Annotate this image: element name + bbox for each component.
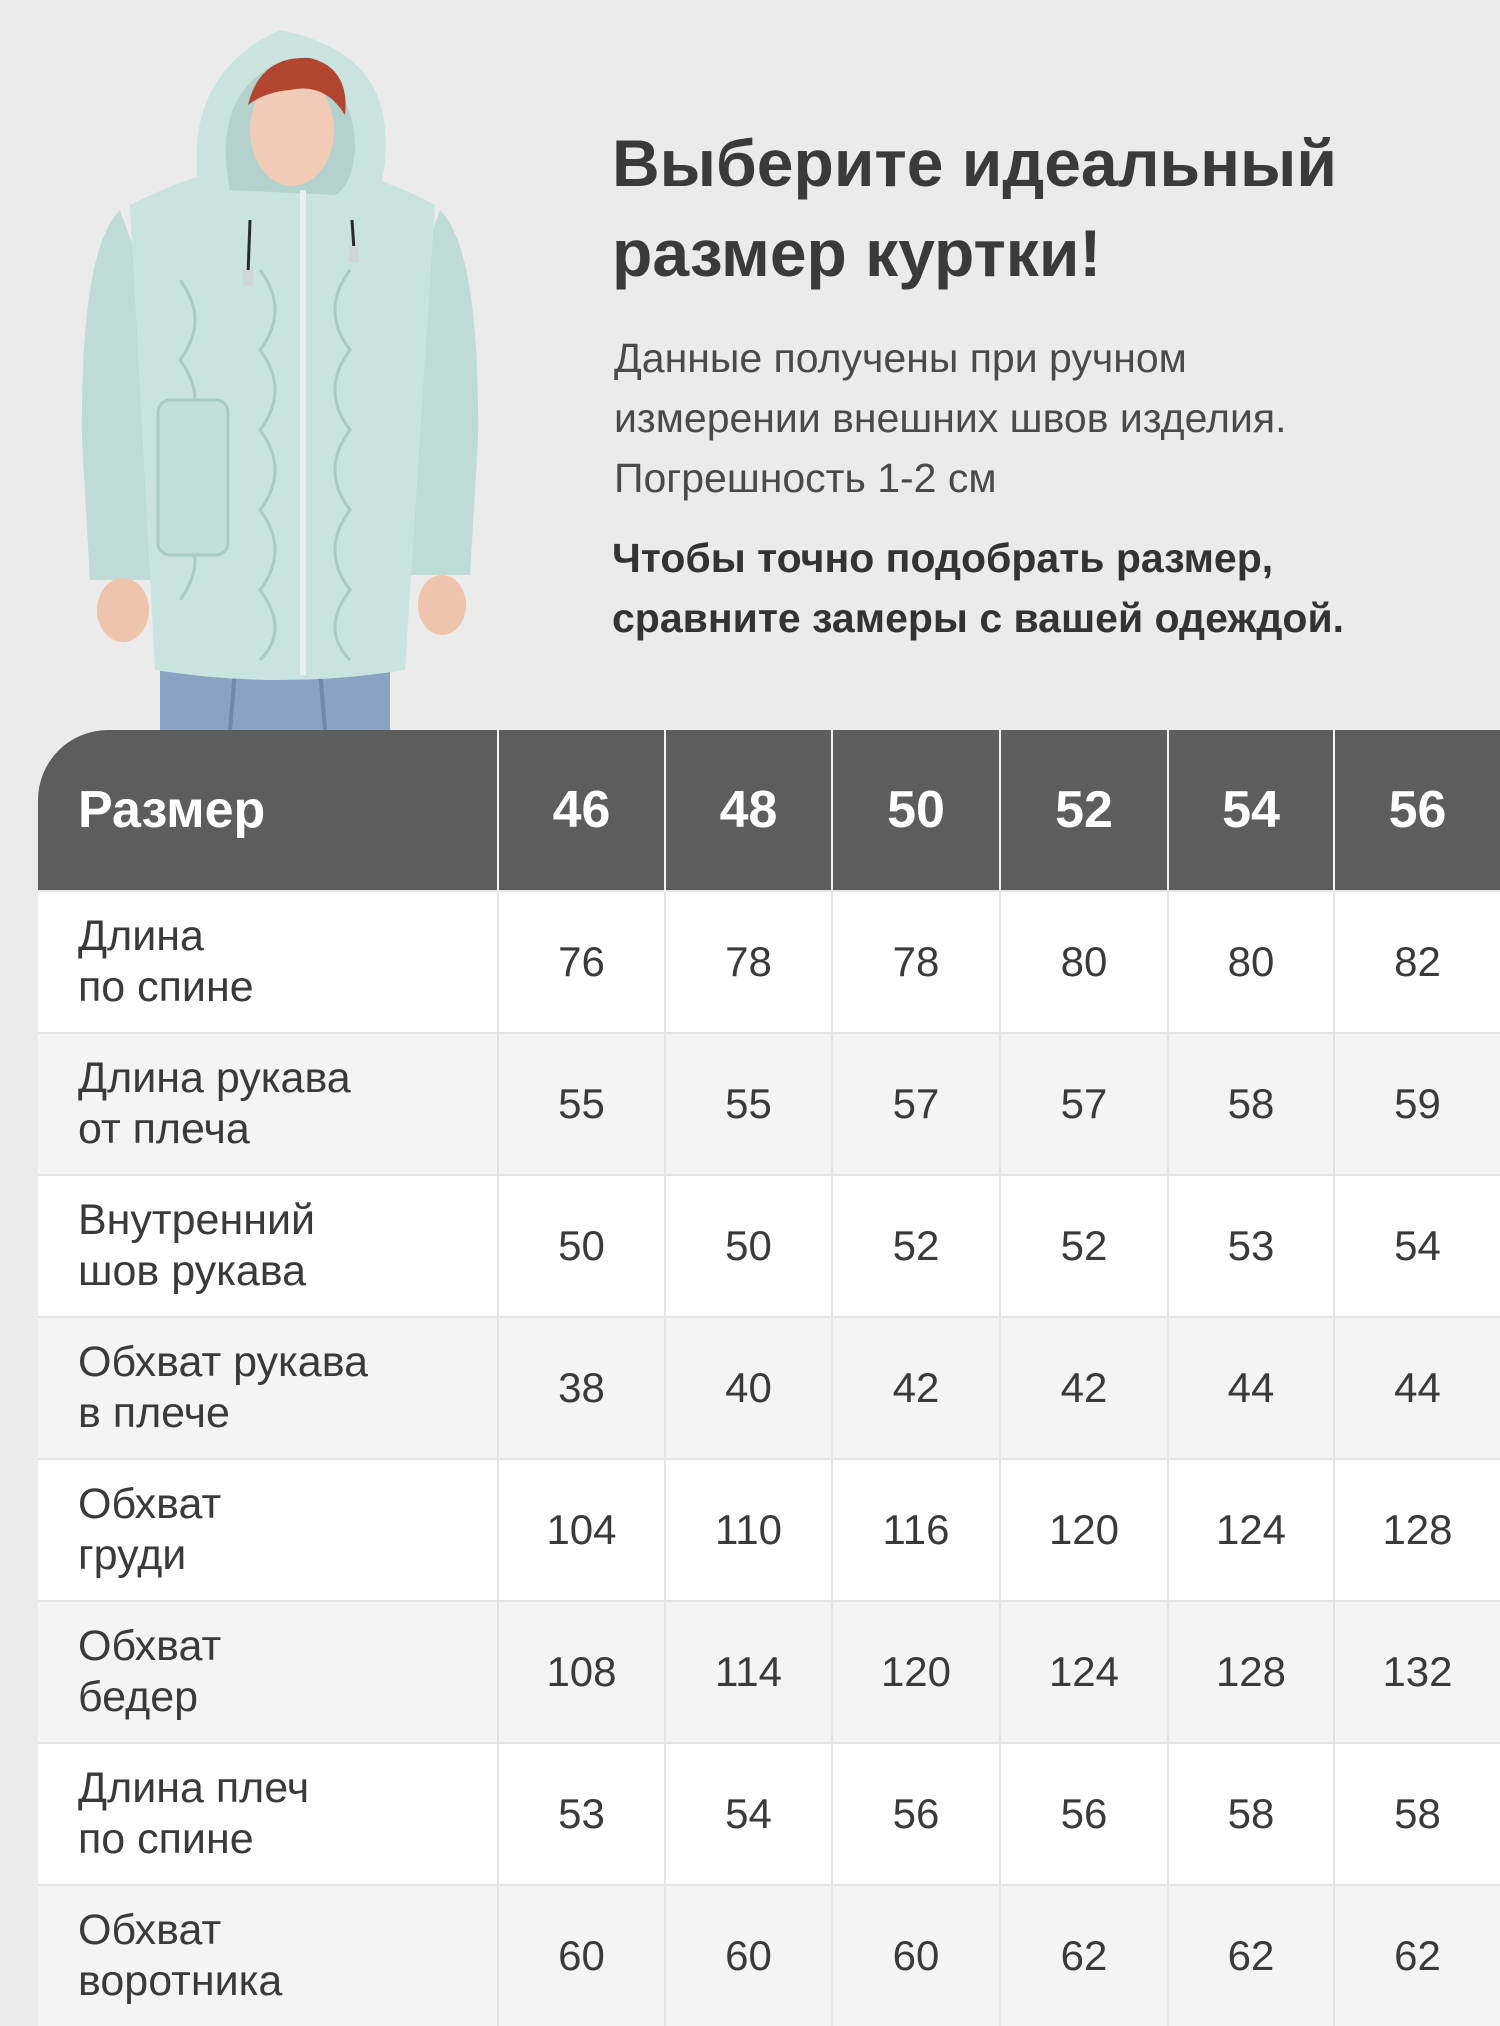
measurement-cell: 128 [1334, 1459, 1500, 1601]
measurement-cell: 78 [832, 891, 1000, 1033]
table-row [38, 1175, 1500, 1317]
measurement-cell: 82 [1334, 891, 1500, 1033]
row-label-line: Обхват [78, 1622, 222, 1670]
measurement-cell: 116 [832, 1459, 1000, 1601]
measurement-cell: 42 [832, 1317, 1000, 1459]
measurement-cell: 52 [1000, 1175, 1168, 1317]
row-label-line: Обхват [78, 1480, 222, 1528]
measurement-cell: 110 [665, 1459, 832, 1601]
measurement-note [614, 328, 1474, 508]
row-label [38, 1175, 498, 1317]
measurement-cell: 50 [498, 1175, 665, 1317]
size-header-50: 50 [832, 730, 1000, 891]
row-label-line: груди [78, 1531, 187, 1579]
measurement-cell: 56 [1000, 1743, 1168, 1885]
measurement-cell: 60 [498, 1885, 665, 2026]
measurement-cell: 60 [832, 1885, 1000, 2026]
row-label-line: от плеча [78, 1105, 250, 1153]
measurement-cell: 57 [1000, 1033, 1168, 1175]
table-row [38, 1033, 1500, 1175]
row-label-line: Внутренний [78, 1196, 315, 1244]
measurement-cell: 80 [1000, 891, 1168, 1033]
row-label-line: по спине [78, 963, 254, 1011]
table-row [38, 1743, 1500, 1885]
measurement-cell: 114 [665, 1601, 832, 1743]
measurement-note-line-1: Данные получены при ручном [614, 335, 1187, 381]
size-header-46: 46 [498, 730, 665, 891]
measurement-cell: 108 [498, 1601, 665, 1743]
measurement-cell: 58 [1168, 1033, 1334, 1175]
measurement-cell: 58 [1334, 1743, 1500, 1885]
measurement-cell: 44 [1168, 1317, 1334, 1459]
measurement-note-line-3: Погрешность 1-2 см [614, 455, 997, 501]
measurement-cell: 54 [1334, 1175, 1500, 1317]
page-title-line-1: Выберите идеальный [612, 126, 1337, 200]
measurement-cell: 52 [832, 1175, 1000, 1317]
measurement-cell: 62 [1000, 1885, 1168, 2026]
measurement-cell: 124 [1000, 1601, 1168, 1743]
measurement-cell: 44 [1334, 1317, 1500, 1459]
measurement-cell: 58 [1168, 1743, 1334, 1885]
row-label [38, 1459, 498, 1601]
measurement-cell: 78 [665, 891, 832, 1033]
table-row [38, 1459, 1500, 1601]
measurement-note-line-2: измерении внешних швов изделия. [614, 395, 1287, 441]
row-label-line: в плече [78, 1389, 230, 1437]
row-label-line: бедер [78, 1673, 199, 1721]
table-row [38, 1317, 1500, 1459]
hero-section [0, 0, 1500, 730]
measurement-cell: 80 [1168, 891, 1334, 1033]
measurement-cell: 132 [1334, 1601, 1500, 1743]
measurement-cell: 55 [665, 1033, 832, 1175]
measurement-cell: 120 [832, 1601, 1000, 1743]
row-label-line: по спине [78, 1815, 254, 1863]
row-label-line: Обхват рукава [78, 1338, 368, 1386]
measurement-cell: 54 [665, 1743, 832, 1885]
sizing-advice-line-1: Чтобы точно подобрать размер, [612, 535, 1274, 581]
row-label-line: Длина [78, 912, 204, 960]
size-header-54: 54 [1168, 730, 1334, 891]
measurement-cell: 38 [498, 1317, 665, 1459]
model-in-jacket-illustration [60, 20, 500, 730]
measurement-cell: 62 [1334, 1885, 1500, 2026]
row-label [38, 1033, 498, 1175]
measurement-cell: 59 [1334, 1033, 1500, 1175]
measurement-cell: 57 [832, 1033, 1000, 1175]
row-label [38, 1885, 498, 2026]
measurement-cell: 53 [498, 1743, 665, 1885]
sizing-advice [612, 528, 1492, 648]
measurement-cell: 40 [665, 1317, 832, 1459]
measurement-cell: 76 [498, 891, 665, 1033]
sizing-advice-line-2: сравните замеры с вашей одеждой. [612, 595, 1345, 641]
measurement-cell: 124 [1168, 1459, 1334, 1601]
measurement-cell: 55 [498, 1033, 665, 1175]
row-label-line: шов рукава [78, 1247, 307, 1295]
size-header-row [38, 730, 1500, 891]
row-label-line: воротника [78, 1957, 283, 2005]
measurement-cell: 120 [1000, 1459, 1168, 1601]
size-header-56: 56 [1334, 730, 1500, 891]
measurement-cell: 104 [498, 1459, 665, 1601]
size-header-52: 52 [1000, 730, 1168, 891]
measurement-cell: 56 [832, 1743, 1000, 1885]
measurement-cell: 50 [665, 1175, 832, 1317]
row-label-line: Обхват [78, 1906, 222, 1954]
size-header-48: 48 [665, 730, 832, 891]
row-label [38, 1601, 498, 1743]
table-row [38, 1601, 1500, 1743]
row-label [38, 891, 498, 1033]
row-label-line: Длина рукава [78, 1054, 351, 1102]
table-row [38, 1885, 1500, 2026]
measurement-cell: 128 [1168, 1601, 1334, 1743]
size-chart-table [38, 730, 1500, 2026]
row-label-line: Длина плеч [78, 1764, 310, 1812]
row-label [38, 1743, 498, 1885]
measurement-cell: 60 [665, 1885, 832, 2026]
page-title-line-2: размер куртки! [612, 216, 1102, 290]
measurement-cell: 53 [1168, 1175, 1334, 1317]
size-header-label: Размер [38, 730, 498, 891]
measurement-cell: 42 [1000, 1317, 1168, 1459]
row-label [38, 1317, 498, 1459]
table-row [38, 891, 1500, 1033]
page-title [612, 118, 1472, 298]
measurement-cell: 62 [1168, 1885, 1334, 2026]
